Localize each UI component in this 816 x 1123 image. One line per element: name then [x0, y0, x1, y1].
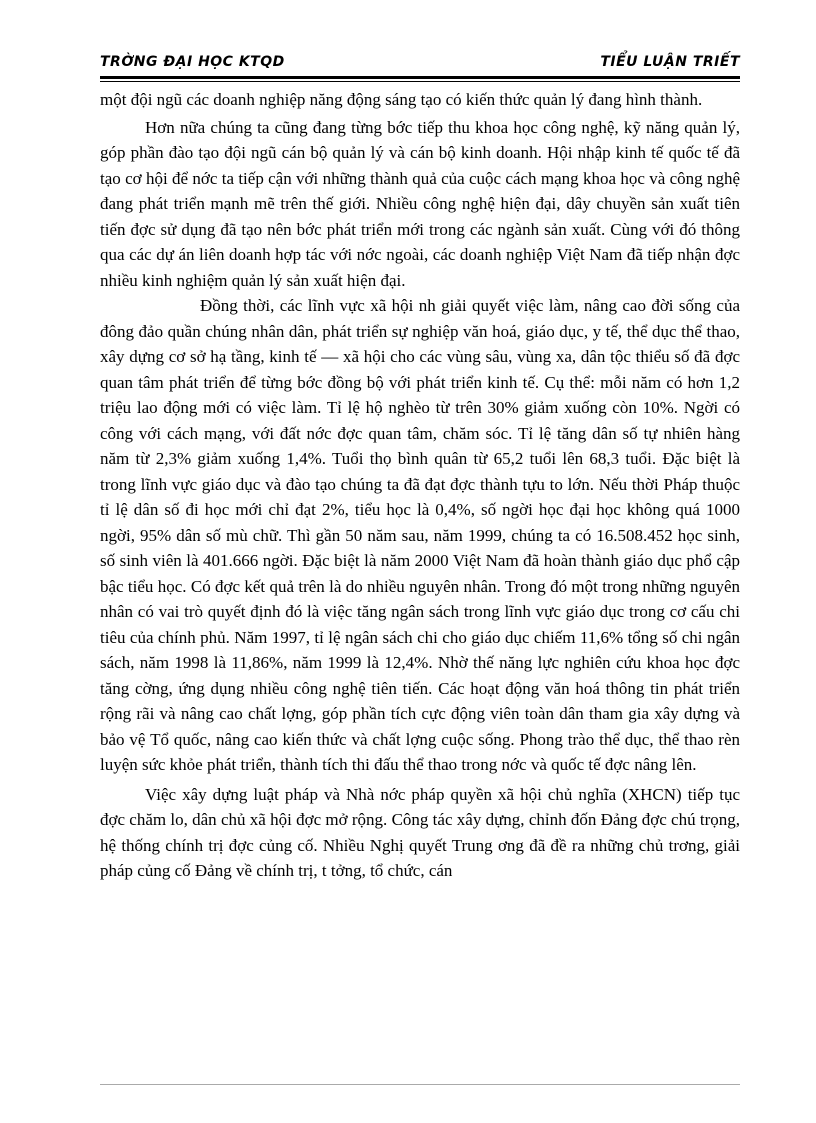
paragraph-social-achievements: Đồng thời, các lĩnh vực xã hội nh giải quyết việc làm, nâng cao đời sống của đông đảo quần chúng nhân dân, phát triển sự nghiệp văn hoá, giáo dục, y tế, thể dục thể thao, xây dựng cơ sở hạ tầng, kinh tế — xã hội cho các vùng sâu, vùng xa, dân tộc thiểu số đã đợc quan tâm phát triển để từng bớc đồng bộ với phát triển kinh tế. Cụ thể: mỗi năm có hơn 1,2 triệu lao động mới có việc làm. Tỉ lệ hộ nghèo từ trên 30% giảm xuống còn 10%. Ngời có công với cách mạng, với đất nớc đợc quan tâm, chăm sóc. Tỉ lệ tăng dân số tự nhiên hàng năm từ 2,3% giảm xuống 1,4%. Tuổi thọ bình quân từ 65,2 tuổi lên 68,3 tuổi. Đặc biệt là trong lĩnh vực giáo dục và đào tạo chúng ta đã đạt đợc thành tựu to lớn. Nếu thời Pháp thuộc tỉ lệ dân số đi học mới chỉ đạt 2%, tiểu học là 0,4%, số ngời học đại học không quá 1000 ngời, 95% dân số mù chữ. Thì gần 50 năm sau, năm 1999, chúng ta có 16.508.452 học sinh, số sinh viên là 401.666 ngời. Đặc biệt là năm 2000 Việt Nam đã hoàn thành giáo dục phổ cập bậc tiểu học. Có đợc kết quả trên là do nhiều nguyên nhân. Trong đó một trong những nguyên nhân có vai trò quyết định đó là việc tăng ngân sách trong lĩnh vực giáo dục trong cơ cấu chi tiêu của chính phủ. Năm 1997, tỉ lệ ngân sách chi cho giáo dục chiếm 11,6% tổng số chi ngân sách, năm 1998 là 11,86%, năm 1999 là 12,4%. Nhờ thế năng lực nghiên cứu khoa học đợc tăng cờng, ứng dụng nhiều công nghệ tiên tiến. Các hoạt động văn hoá thông tin phát triển rộng rãi và nâng cao chất lợng, góp phần tích cực động viên toàn dân tham gia xây dựng và bảo vệ Tổ quốc, nâng cao kiến thức và chất lợng cuộc sống. Phong trào thể dục, thể thao rèn luyện sức khỏe phát triển, thành tích thi đấu thể thao trong nớc và quốc tế đợc nâng lên.: [100, 296, 740, 774]
header-rule-thin: [100, 81, 740, 82]
header-rule-thick: [100, 76, 740, 79]
paragraph-continuation: một đội ngũ các doanh nghiệp năng động sáng tạo có kiến thức quản lý đang hình thành.: [100, 90, 703, 109]
page-header: [100, 52, 740, 82]
footer-rule: [100, 1084, 740, 1085]
document-body: [100, 87, 740, 884]
paragraph-technology: Hơn nữa chúng ta cũng đang từng bớc tiếp thu khoa học công nghệ, kỹ năng quản lý, góp phần đào tạo đội ngũ cán bộ quản lý và cán bộ kinh doanh. Hội nhập kinh tế quốc tế đã tạo cơ hội để nớc ta tiếp cận với những thành quả của cuộc cách mạng khoa học và công nghệ đang phát triển mạnh mẽ trên thế giới. Nhiều công nghệ hiện đại, dây chuyền sản xuất tiên tiến đợc sử dụng đã tạo nên bớc phát triển mới trong các ngành sản xuất. Cùng với đó thông qua các dự án liên doanh hợp tác với nớc ngoài, các doanh nghiệp Việt Nam đã tiếp nhận đợc nhiều kinh nghiệm quản lý sản xuất hiện đại.: [100, 117, 740, 290]
header-document-type: TIỂU LUẬN TRIẾT: [600, 54, 740, 70]
header-school-name: TRỜNG ĐẠI HỌC KTQD: [100, 54, 285, 70]
paragraph-rule-of-law: Việc xây dựng luật pháp và Nhà nớc pháp quyền xã hội chủ nghĩa (XHCN) tiếp tục đợc chăm lo, dân chủ xã hội đợc mở rộng. Công tác xây dựng, chỉnh đốn Đảng đợc chú trọng, hệ thống chính trị đợc củng cố. Nhiều Nghị quyết Trung ơng đã đề ra những chủ trơng, giải pháp củng cố Đảng về chính trị, t tởng, tổ chức, cán: [100, 784, 740, 880]
